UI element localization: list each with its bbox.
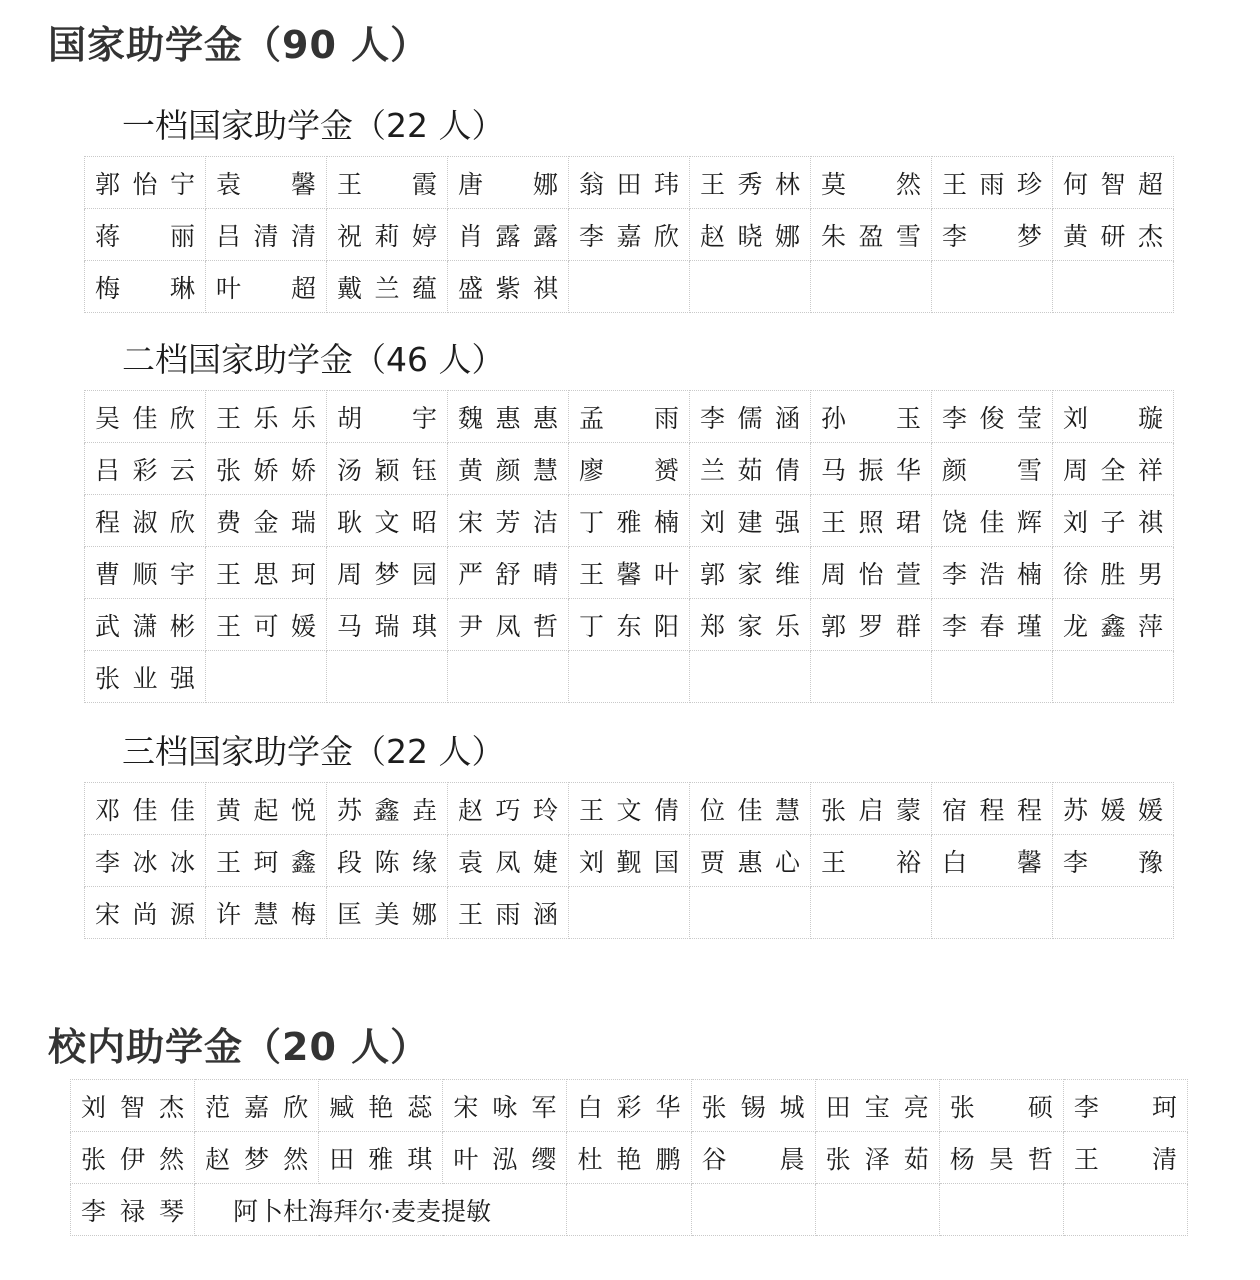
empty-cell (811, 651, 932, 703)
name-cell: 丁雅楠 (569, 495, 690, 547)
name-cell: 李 豫 (1053, 835, 1174, 887)
empty-cell (569, 651, 690, 703)
name-cell: 叶泓缨 (443, 1132, 567, 1184)
name-cell: 黄研杰 (1053, 209, 1174, 261)
name-cell: 李 梦 (932, 209, 1053, 261)
empty-cell (569, 261, 690, 313)
name-cell: 杜艳鹏 (567, 1132, 691, 1184)
name-cell: 田宝亮 (815, 1080, 939, 1132)
name-cell: 臧艳蕊 (319, 1080, 443, 1132)
empty-cell (1063, 1184, 1187, 1236)
table-row (85, 835, 1174, 887)
tier2-name-table (84, 390, 1174, 703)
name-cell: 郭罗群 (811, 599, 932, 651)
name-cell: 白彩华 (567, 1080, 691, 1132)
empty-cell (567, 1184, 691, 1236)
name-cell: 李春瑾 (932, 599, 1053, 651)
name-cell: 袁凤婕 (448, 835, 569, 887)
name-cell: 刘子祺 (1053, 495, 1174, 547)
name-cell: 梅 琳 (85, 261, 206, 313)
name-cell: 赵巧玲 (448, 783, 569, 835)
name-cell: 王照珺 (811, 495, 932, 547)
tier1-name-table (84, 156, 1174, 313)
name-cell: 白 馨 (932, 835, 1053, 887)
name-cell: 赵晓娜 (690, 209, 811, 261)
name-cell: 汤颖钰 (327, 443, 448, 495)
name-cell: 邓佳佳 (85, 783, 206, 835)
empty-cell (690, 651, 811, 703)
name-cell: 孟 雨 (569, 391, 690, 443)
name-cell: 戴兰蕴 (327, 261, 448, 313)
name-cell: 赵梦然 (195, 1132, 319, 1184)
table-row (85, 887, 1174, 939)
name-cell: 李俊莹 (932, 391, 1053, 443)
table-row (85, 391, 1174, 443)
name-cell: 徐胜男 (1053, 547, 1174, 599)
name-cell: 宋尚源 (85, 887, 206, 939)
table-row (85, 495, 1174, 547)
name-cell: 周全祥 (1053, 443, 1174, 495)
name-cell: 黄起悦 (206, 783, 327, 835)
name-cell: 苏媛媛 (1053, 783, 1174, 835)
name-cell: 周怡萱 (811, 547, 932, 599)
name-cell: 匡美娜 (327, 887, 448, 939)
empty-cell (932, 651, 1053, 703)
empty-cell (939, 1184, 1063, 1236)
name-cell: 李 珂 (1063, 1080, 1187, 1132)
name-cell: 唐 娜 (448, 157, 569, 209)
name-cell: 王 清 (1063, 1132, 1187, 1184)
national-grant-title: 国家助学金（90 人） (48, 23, 430, 67)
name-cell: 丁东阳 (569, 599, 690, 651)
table-row (85, 783, 1174, 835)
empty-cell (691, 1184, 815, 1236)
name-cell: 郭家维 (690, 547, 811, 599)
name-cell: 程淑欣 (85, 495, 206, 547)
empty-cell (1053, 261, 1174, 313)
name-cell: 刘智杰 (71, 1080, 195, 1132)
name-cell: 张启蒙 (811, 783, 932, 835)
table-row (71, 1080, 1188, 1132)
empty-cell (932, 261, 1053, 313)
name-cell: 曹顺宇 (85, 547, 206, 599)
table-row (71, 1184, 1188, 1236)
name-cell: 廖 赟 (569, 443, 690, 495)
name-cell: 朱盈雪 (811, 209, 932, 261)
name-cell: 王 霞 (327, 157, 448, 209)
table-row (85, 157, 1174, 209)
tier3-name-table (84, 782, 1174, 939)
name-cell: 马振华 (811, 443, 932, 495)
tier1-title: 一档国家助学金（22 人） (122, 106, 505, 145)
name-cell: 费金瑞 (206, 495, 327, 547)
empty-cell (690, 261, 811, 313)
name-cell: 魏惠惠 (448, 391, 569, 443)
name-cell: 兰茹倩 (690, 443, 811, 495)
empty-cell (1053, 651, 1174, 703)
table-row (85, 209, 1174, 261)
tier3-title: 三档国家助学金（22 人） (122, 732, 505, 771)
name-cell: 吴佳欣 (85, 391, 206, 443)
name-cell: 王 裕 (811, 835, 932, 887)
name-cell: 翁田玮 (569, 157, 690, 209)
name-cell: 严舒晴 (448, 547, 569, 599)
table-row (85, 599, 1174, 651)
name-cell: 宿程程 (932, 783, 1053, 835)
name-cell: 颜 雪 (932, 443, 1053, 495)
school-name-table (70, 1079, 1188, 1236)
name-cell: 位佳慧 (690, 783, 811, 835)
name-cell: 郑家乐 (690, 599, 811, 651)
name-cell: 刘觐国 (569, 835, 690, 887)
name-cell: 周梦园 (327, 547, 448, 599)
name-cell: 段陈缘 (327, 835, 448, 887)
name-cell: 刘 璇 (1053, 391, 1174, 443)
name-cell: 祝莉婷 (327, 209, 448, 261)
name-cell: 张锡城 (691, 1080, 815, 1132)
name-cell: 王雨涵 (448, 887, 569, 939)
name-cell: 许慧梅 (206, 887, 327, 939)
name-cell: 饶佳辉 (932, 495, 1053, 547)
name-cell: 尹凤哲 (448, 599, 569, 651)
name-cell: 吕彩云 (85, 443, 206, 495)
name-cell: 李浩楠 (932, 547, 1053, 599)
name-cell: 龙鑫萍 (1053, 599, 1174, 651)
table-row (71, 1132, 1188, 1184)
table-row (85, 443, 1174, 495)
name-cell: 张 硕 (939, 1080, 1063, 1132)
name-cell: 王珂鑫 (206, 835, 327, 887)
name-cell: 张泽茹 (815, 1132, 939, 1184)
name-cell: 蒋 丽 (85, 209, 206, 261)
name-cell: 孙 玉 (811, 391, 932, 443)
name-cell: 张娇娇 (206, 443, 327, 495)
empty-cell (569, 887, 690, 939)
name-cell: 王文倩 (569, 783, 690, 835)
name-cell: 何智超 (1053, 157, 1174, 209)
name-cell: 范嘉欣 (195, 1080, 319, 1132)
table-row (85, 651, 1174, 703)
school-grant-title: 校内助学金（20 人） (48, 1025, 430, 1069)
name-cell: 阿卜杜海拜尔·麦麦提敏 (195, 1184, 567, 1236)
name-cell: 郭怡宁 (85, 157, 206, 209)
table-row (85, 261, 1174, 313)
name-cell: 马瑞琪 (327, 599, 448, 651)
name-cell: 李儒涵 (690, 391, 811, 443)
name-cell: 莫 然 (811, 157, 932, 209)
name-cell: 王雨珍 (932, 157, 1053, 209)
name-cell: 武潇彬 (85, 599, 206, 651)
name-cell: 李禄琴 (71, 1184, 195, 1236)
name-cell: 张业强 (85, 651, 206, 703)
name-cell: 刘建强 (690, 495, 811, 547)
name-cell: 肖露露 (448, 209, 569, 261)
name-cell: 苏鑫垚 (327, 783, 448, 835)
empty-cell (327, 651, 448, 703)
name-cell: 宋芳洁 (448, 495, 569, 547)
empty-cell (1053, 887, 1174, 939)
name-cell: 胡 宇 (327, 391, 448, 443)
empty-cell (448, 651, 569, 703)
name-cell: 王可媛 (206, 599, 327, 651)
name-cell: 黄颜慧 (448, 443, 569, 495)
empty-cell (815, 1184, 939, 1236)
name-cell: 叶 超 (206, 261, 327, 313)
empty-cell (206, 651, 327, 703)
name-cell: 宋咏军 (443, 1080, 567, 1132)
name-cell: 盛紫祺 (448, 261, 569, 313)
name-cell: 贾惠心 (690, 835, 811, 887)
empty-cell (811, 261, 932, 313)
name-cell: 李嘉欣 (569, 209, 690, 261)
name-cell: 王思珂 (206, 547, 327, 599)
name-cell: 谷 晨 (691, 1132, 815, 1184)
name-cell: 张伊然 (71, 1132, 195, 1184)
name-cell: 耿文昭 (327, 495, 448, 547)
name-cell: 王馨叶 (569, 547, 690, 599)
empty-cell (932, 887, 1053, 939)
empty-cell (811, 887, 932, 939)
name-cell: 袁 馨 (206, 157, 327, 209)
name-cell: 李冰冰 (85, 835, 206, 887)
name-cell: 杨昊哲 (939, 1132, 1063, 1184)
name-cell: 田雅琪 (319, 1132, 443, 1184)
name-cell: 王秀林 (690, 157, 811, 209)
tier2-title: 二档国家助学金（46 人） (122, 340, 505, 379)
name-cell: 吕清清 (206, 209, 327, 261)
table-row (85, 547, 1174, 599)
name-cell: 王乐乐 (206, 391, 327, 443)
empty-cell (690, 887, 811, 939)
